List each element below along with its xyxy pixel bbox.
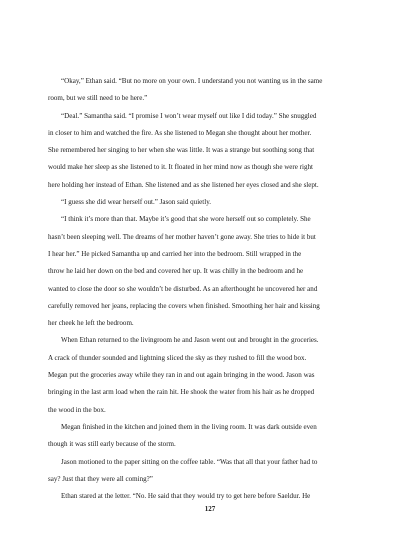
text-line: hasn’t been sleeping well. The dreams of her mother haven’t gone away. She tries to hide it but: [48, 232, 316, 241]
text-line: would make her sleep as she listened to it. It floated in her mind now as though she were right: [48, 163, 313, 172]
text-line: the wood in the box.: [48, 405, 106, 414]
page-number: 127: [204, 505, 216, 513]
body-text: [48, 73, 378, 505]
text-line: Jason motioned to the paper sitting on the coffee table. “Was that all that your father had to: [61, 457, 318, 466]
text-line: She remembered her singing to her when she was little. It was a strange but soothing song that: [48, 146, 315, 155]
text-line: “Okay,” Ethan said. “But no more on your own. I understand you not wanting us in the same: [61, 77, 323, 85]
text-line: room, but we still need to be here.”: [48, 94, 148, 103]
text-line: “I guess she did wear herself out.” Jason said quietly.: [61, 198, 212, 207]
text-line: here holding her instead of Ethan. She listened and as she listened her eyes closed and she slept.: [48, 180, 319, 189]
text-line: wanted to close the door so she wouldn’t be disturbed. As an afterthought he uncovered her and: [48, 284, 318, 293]
text-line: though it was still early because of the storm.: [48, 440, 176, 449]
text-line: in closer to him and watched the fire. As she listened to Megan she thought about her mother.: [48, 128, 312, 137]
text-line: A crack of thunder sounded and lightning sliced the sky as they rushed to fill the wood box.: [48, 353, 307, 362]
text-line: I hear her.” He picked Samantha up and carried her into the bedroom. Still wrapped in the: [48, 249, 302, 258]
text-line: throw he laid her down on the bed and covered her up. It was chilly in the bedroom and he: [48, 267, 304, 276]
text-line: Megan put the groceries away while they ran in and out again bringing in the wood. Jason was: [48, 371, 315, 380]
text-line: When Ethan returned to the livingroom he and Jason went out and brought in the groceries.: [61, 336, 319, 345]
text-line: Megan finished in the kitchen and joined them in the living room. It was dark outside even: [61, 422, 317, 431]
text-line: “Deal.” Samantha said. “I promise I won’t wear myself out like I did today.” She snuggled: [61, 111, 317, 120]
text-line: carefully removed her jeans, replacing the covers when finished. Smoothing her hair and kissing: [48, 301, 320, 310]
text-line: her cheek he left the bedroom.: [48, 319, 134, 328]
text-line: say? Just that they were all coming?”: [48, 474, 153, 483]
text-line: “I think it’s more than that. Maybe it’s good that she wore herself out so completely. She: [61, 215, 311, 224]
text-line: bringing in the last arm load when the rain hit. He shook the water from his hair as he dropped: [48, 388, 315, 397]
text-line: Ethan stared at the letter. “No. He said that they would try to get here before Saeldur. He: [61, 492, 311, 501]
